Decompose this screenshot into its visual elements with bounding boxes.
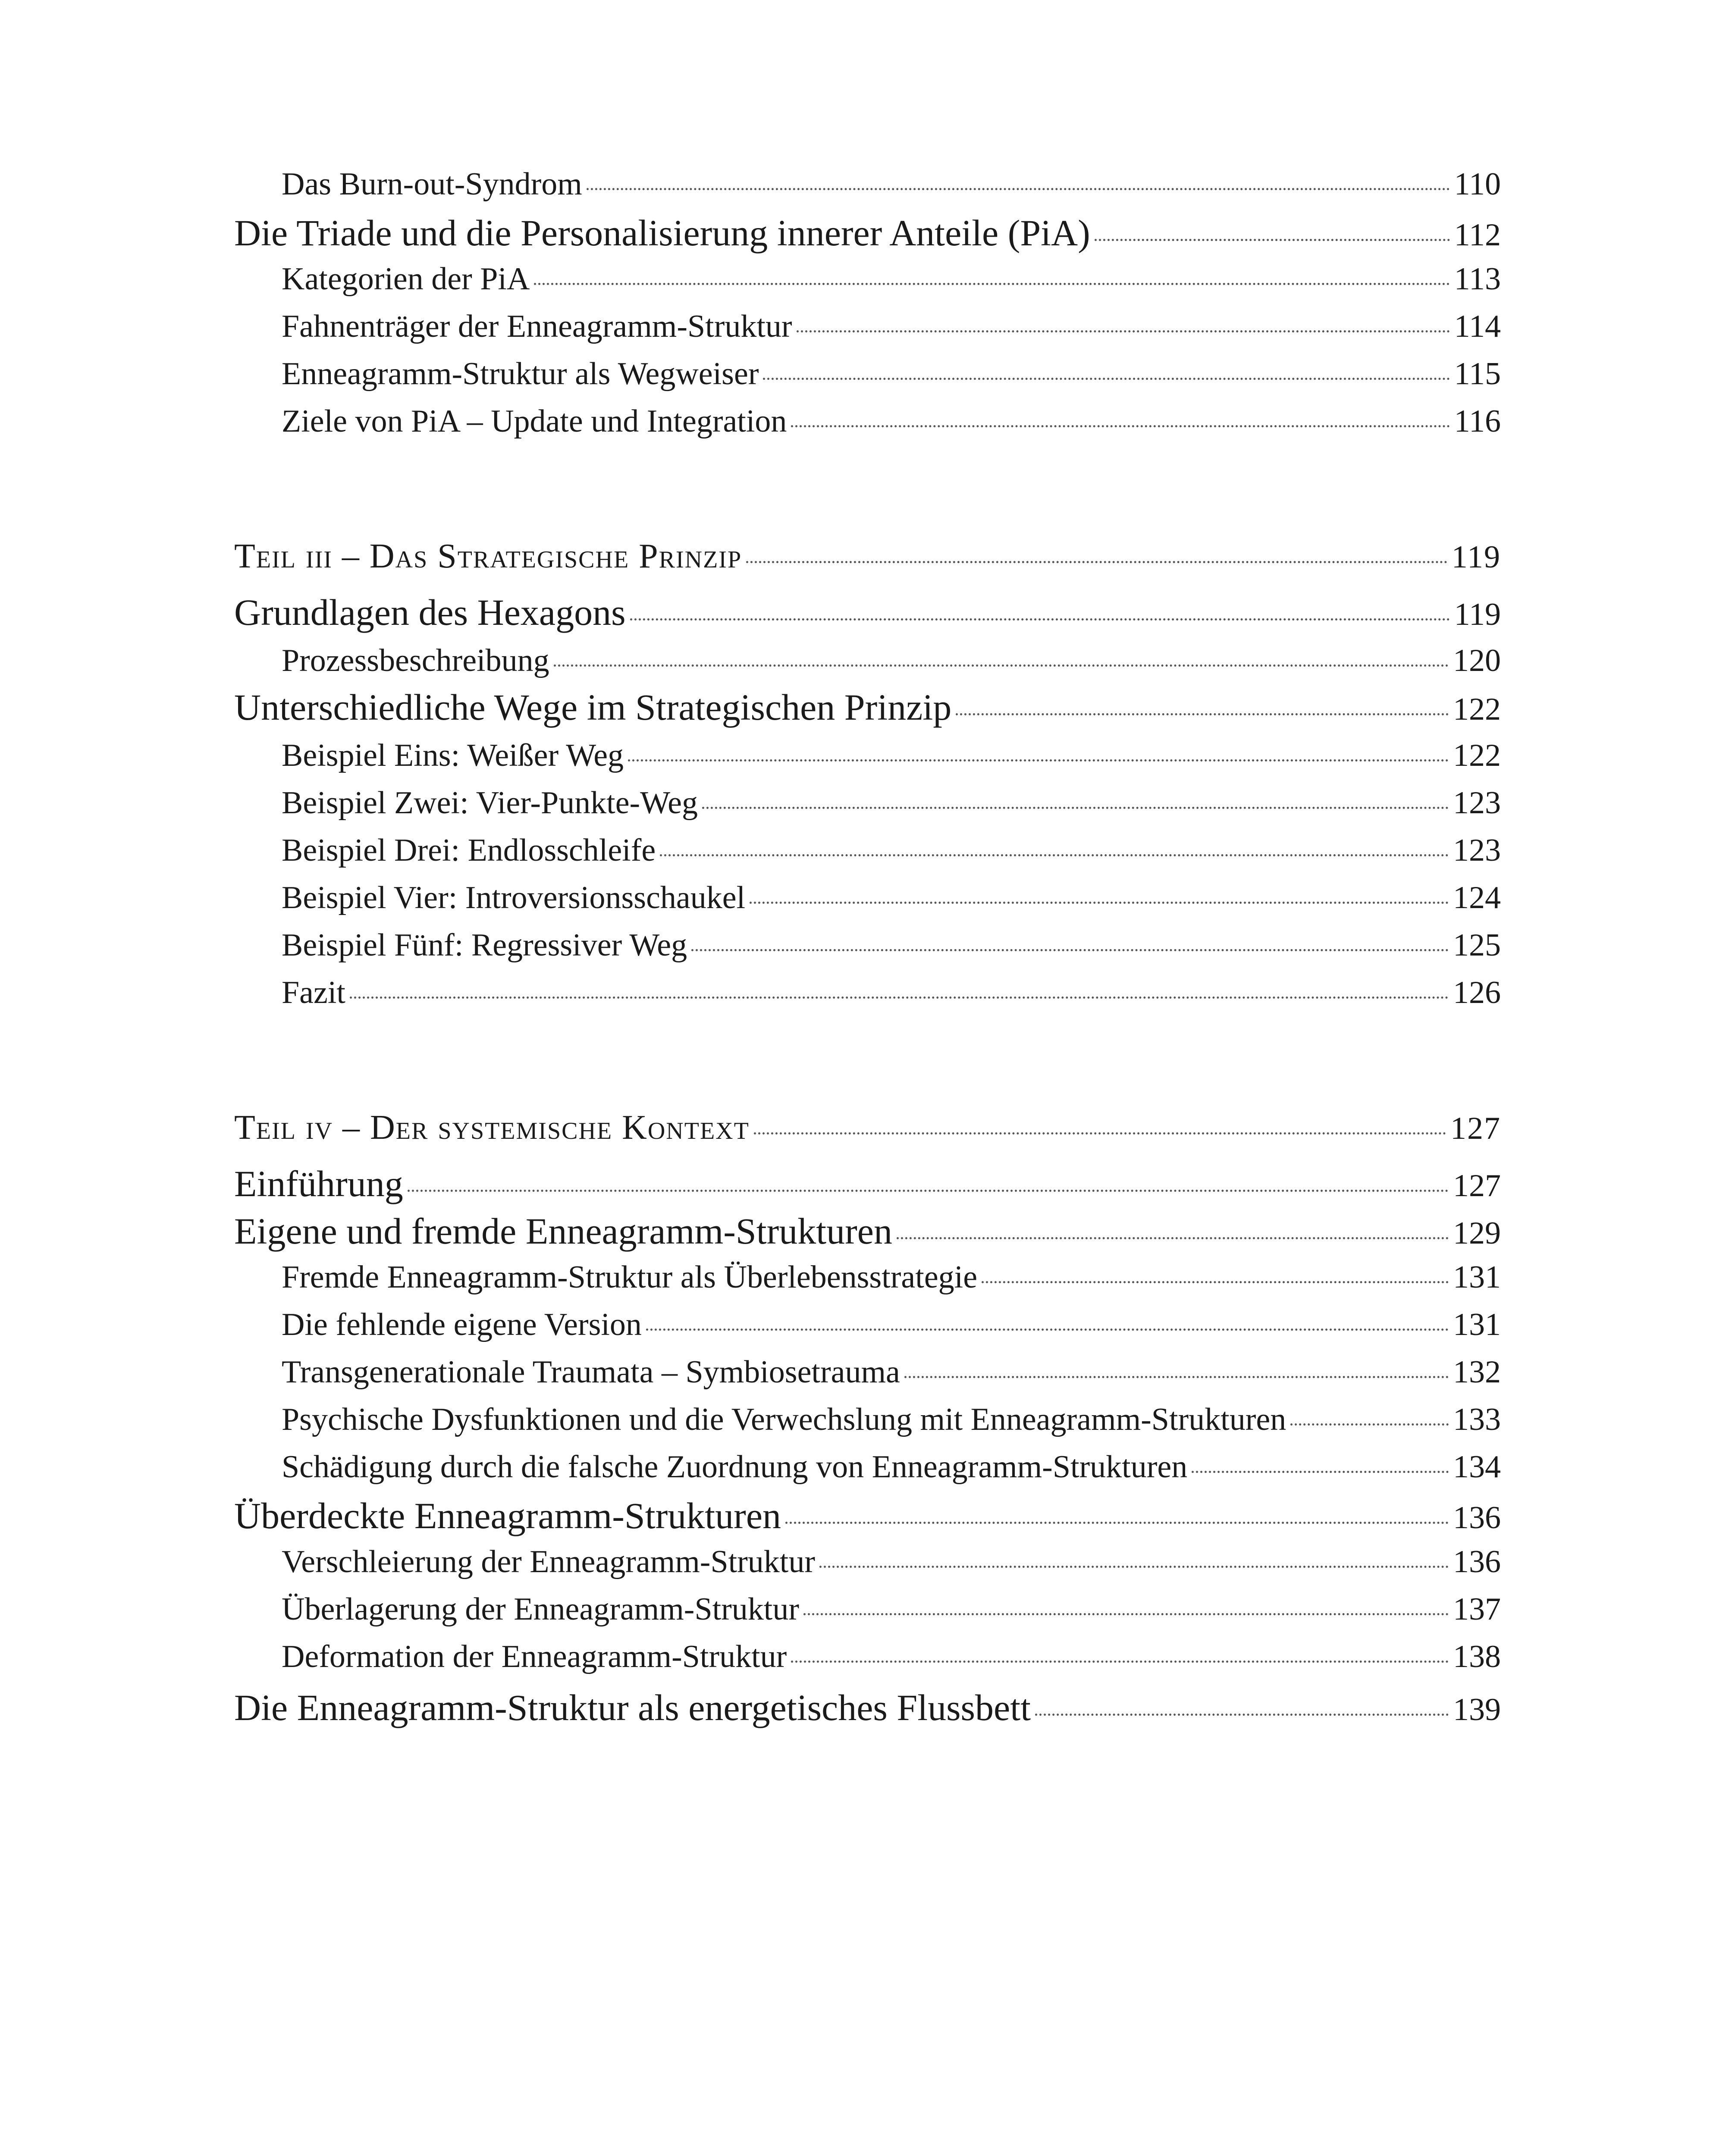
toc-entry-page: 119: [1454, 597, 1501, 632]
toc-entry-title: Grundlagen des Hexagons: [234, 592, 626, 633]
dot-leader: [750, 902, 1449, 904]
toc-entry-title: Überlagerung der Enneagramm-Struktur: [282, 1592, 800, 1627]
toc-entry-page: 125: [1453, 928, 1501, 963]
dot-leader: [797, 330, 1450, 332]
dot-leader: [819, 1566, 1449, 1568]
toc-entry-page: 120: [1453, 643, 1501, 678]
toc-entry-page: 138: [1453, 1639, 1501, 1674]
toc-entry[interactable]: [234, 975, 1501, 1011]
toc-entry-title: Transgenerationale Traumata – Symbiosetrauma: [282, 1354, 900, 1390]
toc-entry[interactable]: [234, 403, 1501, 440]
toc-entry[interactable]: [234, 642, 1501, 679]
toc-entry-page: 123: [1453, 785, 1501, 821]
toc-entry-page: 127: [1453, 1168, 1501, 1203]
dot-leader: [754, 1132, 1446, 1134]
toc-entry[interactable]: [234, 1544, 1501, 1580]
toc-entry-page: 110: [1454, 166, 1501, 202]
dot-leader: [1035, 1714, 1449, 1716]
toc-entry-page: 122: [1453, 692, 1501, 727]
toc-entry-title: Ziele von PiA – Update und Integration: [282, 404, 787, 439]
toc-entry[interactable]: [234, 1449, 1501, 1485]
toc-entry-title: Das Burn-out-Syndrom: [282, 166, 582, 202]
toc-entry-title: Verschleierung der Enneagramm-Struktur: [282, 1544, 816, 1579]
dot-leader: [630, 618, 1450, 620]
toc-entry-page: 131: [1453, 1260, 1501, 1295]
toc-entry-title: Fazit: [282, 975, 345, 1010]
toc-entry-title: Beispiel Drei: Endlosschleife: [282, 833, 656, 868]
toc-entry[interactable]: [234, 832, 1501, 869]
toc-entry-page: 136: [1453, 1500, 1501, 1536]
toc-entry-title: Fahnenträger der Enneagramm-Struktur: [282, 309, 792, 344]
dot-leader: [746, 561, 1447, 563]
dot-leader: [691, 949, 1449, 951]
toc-entry-page: 113: [1454, 261, 1501, 297]
toc-entry-page: 124: [1453, 880, 1501, 915]
toc-entry-page: 114: [1454, 309, 1501, 344]
toc-entry-title: Beispiel Vier: Introversionsschaukel: [282, 880, 746, 915]
toc-entry-title: Überdeckte Enneagramm-Strukturen: [234, 1495, 781, 1536]
toc-entry-page: 116: [1454, 404, 1501, 439]
toc-entry-page: 126: [1453, 975, 1501, 1010]
dot-leader: [660, 854, 1449, 856]
toc-entry-page: 122: [1453, 738, 1501, 773]
dot-leader: [785, 1522, 1449, 1524]
dot-leader: [646, 1329, 1449, 1331]
dot-leader: [982, 1281, 1449, 1283]
toc-entry[interactable]: [234, 1591, 1501, 1628]
toc-entry-page: 119: [1451, 539, 1501, 575]
dot-leader: [1192, 1471, 1449, 1473]
toc-entry[interactable]: [234, 1210, 1501, 1253]
toc-entry-title: Beispiel Fünf: Regressiver Weg: [282, 928, 687, 963]
dot-leader: [1095, 239, 1450, 241]
dot-leader: [904, 1376, 1449, 1378]
toc-entry-title: Beispiel Eins: Weißer Weg: [282, 738, 624, 773]
dot-leader: [956, 713, 1449, 715]
toc-entry[interactable]: [234, 308, 1501, 345]
toc-entry[interactable]: [234, 1401, 1501, 1438]
toc-entry[interactable]: [234, 1354, 1501, 1391]
toc-entry-title: Schädigung durch die falsche Zuordnung von Enneagramm-Strukturen: [282, 1449, 1188, 1485]
toc-entry[interactable]: [234, 686, 1501, 729]
toc-entry-page: 123: [1453, 833, 1501, 868]
toc-entry-page: 137: [1453, 1592, 1501, 1627]
dot-leader: [628, 759, 1449, 761]
toc-entry-title: Enneagramm-Struktur als Wegweiser: [282, 356, 759, 392]
toc-entry[interactable]: [234, 1494, 1501, 1537]
toc-entry[interactable]: [234, 1162, 1501, 1205]
toc-entry-title: Teil iv – Der systemische Kontext: [234, 1109, 750, 1147]
toc-entry-page: 127: [1450, 1111, 1501, 1146]
toc-entry-title: Prozessbeschreibung: [282, 643, 549, 678]
dot-leader: [554, 664, 1449, 667]
toc-entry-title: Eigene und fremde Enneagramm-Strukturen: [234, 1210, 892, 1252]
toc-entry-page: 139: [1453, 1692, 1501, 1727]
toc-entry-page: 131: [1453, 1307, 1501, 1342]
toc-entry-title: Teil iii – Das Strategische Prinzip: [234, 537, 742, 575]
toc-part-heading[interactable]: [234, 1108, 1501, 1147]
dot-leader: [791, 1661, 1449, 1663]
toc-entry-title: Die Enneagramm-Struktur als energetisches Flussbett: [234, 1687, 1031, 1728]
toc-entry[interactable]: [234, 166, 1501, 203]
toc-entry[interactable]: [234, 591, 1501, 634]
toc-entry-page: 136: [1453, 1544, 1501, 1579]
toc-entry[interactable]: [234, 785, 1501, 821]
toc-entry-page: 115: [1454, 356, 1501, 392]
dot-leader: [408, 1190, 1449, 1192]
dot-leader: [587, 188, 1450, 190]
toc-entry[interactable]: [234, 1259, 1501, 1296]
toc-entry[interactable]: [234, 261, 1501, 298]
dot-leader: [763, 378, 1450, 380]
toc-entry-page: 112: [1454, 217, 1501, 253]
toc-entry-title: Kategorien der PiA: [282, 261, 530, 297]
toc-entry-title: Psychische Dysfunktionen und die Verwechslung mit Enneagramm-Strukturen: [282, 1402, 1286, 1437]
toc-entry[interactable]: [234, 1686, 1501, 1729]
toc-entry[interactable]: [234, 880, 1501, 916]
toc-entry[interactable]: [234, 927, 1501, 964]
dot-leader: [897, 1237, 1449, 1239]
dot-leader: [350, 997, 1449, 999]
toc-part-heading[interactable]: [234, 537, 1501, 576]
dot-leader: [534, 283, 1450, 285]
toc-entry[interactable]: [234, 211, 1501, 254]
toc-entry-page: 133: [1453, 1402, 1501, 1437]
toc-entry[interactable]: [234, 1639, 1501, 1675]
toc-entry-title: Einführung: [234, 1163, 403, 1204]
toc-entry-title: Die Triade und die Personalisierung innerer Anteile (PiA): [234, 212, 1090, 254]
toc-entry[interactable]: [234, 1307, 1501, 1343]
dot-leader: [803, 1613, 1449, 1615]
dot-leader: [702, 807, 1449, 809]
toc-entry-title: Beispiel Zwei: Vier-Punkte-Weg: [282, 785, 698, 821]
dot-leader: [1290, 1423, 1449, 1426]
toc-entry-page: 129: [1453, 1216, 1501, 1251]
toc-entry-title: Fremde Enneagramm-Struktur als Überlebensstrategie: [282, 1260, 978, 1295]
toc-entry[interactable]: [234, 356, 1501, 392]
toc-entry-title: Deformation der Enneagramm-Struktur: [282, 1639, 787, 1674]
toc-entry[interactable]: [234, 737, 1501, 774]
dot-leader: [791, 425, 1450, 427]
toc-entry-page: 134: [1453, 1449, 1501, 1485]
toc-entry-title: Die fehlende eigene Version: [282, 1307, 642, 1342]
toc-entry-title: Unterschiedliche Wege im Strategischen Prinzip: [234, 686, 952, 728]
toc-entry-page: 132: [1453, 1354, 1501, 1390]
